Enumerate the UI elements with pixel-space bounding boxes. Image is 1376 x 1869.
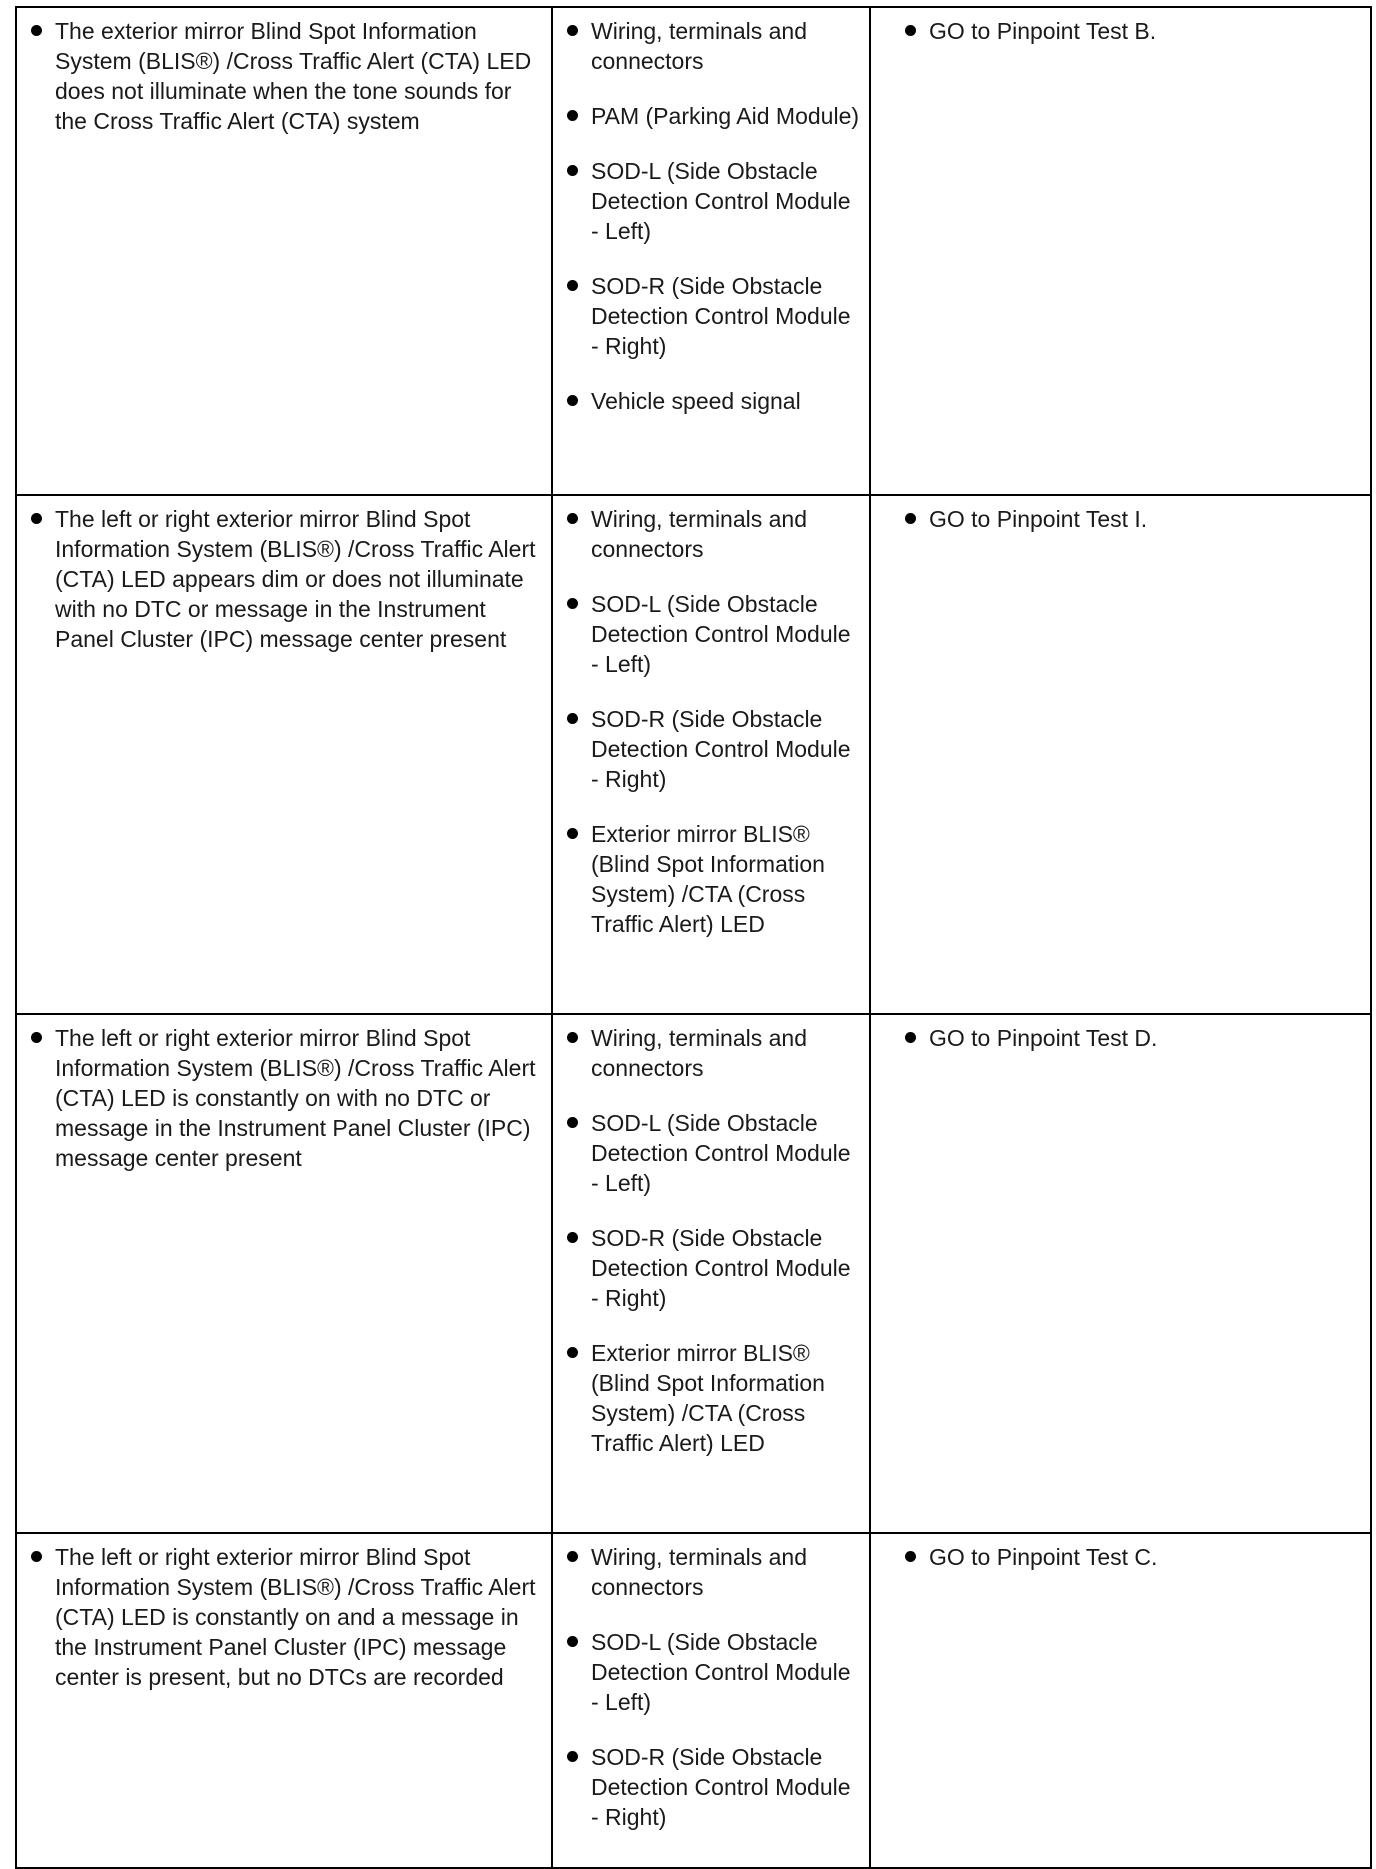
list-item <box>561 1338 861 1458</box>
cause-text: SOD-L (Side Obstacle Detection Control Module - Left) <box>591 158 851 244</box>
table-row <box>16 1014 1371 1533</box>
list-item <box>561 1023 861 1083</box>
bullet-icon <box>567 1636 578 1647</box>
action-text: GO to Pinpoint Test C. <box>929 1544 1158 1570</box>
bullet-icon <box>567 1117 578 1128</box>
cause-text: Vehicle speed signal <box>591 388 801 414</box>
cause-text: Wiring, terminals and connectors <box>591 18 808 74</box>
bullet-icon <box>567 1751 578 1762</box>
bullet-icon <box>31 1551 42 1562</box>
bullet-icon <box>567 1551 578 1562</box>
table-row <box>16 495 1371 1014</box>
condition-cell <box>16 1014 552 1533</box>
condition-cell <box>16 7 552 495</box>
bullet-icon <box>567 1347 578 1358</box>
table-row <box>16 7 1371 495</box>
possible-sources-cell <box>552 1014 870 1533</box>
bullet-icon <box>567 598 578 609</box>
list-item <box>879 1023 1362 1053</box>
bullet-icon <box>567 25 578 36</box>
cause-text: SOD-L (Side Obstacle Detection Control Module - Left) <box>591 1110 851 1196</box>
bullet-icon <box>31 1032 42 1043</box>
bullet-icon <box>905 1032 916 1043</box>
list-item <box>25 1023 543 1173</box>
cause-text: SOD-R (Side Obstacle Detection Control Module - Right) <box>591 1225 851 1311</box>
cause-text: SOD-L (Side Obstacle Detection Control Module - Left) <box>591 1629 851 1715</box>
bullet-icon <box>905 1551 916 1562</box>
cause-text: Wiring, terminals and connectors <box>591 1544 808 1600</box>
action-cell <box>870 495 1371 1014</box>
action-cell <box>870 1014 1371 1533</box>
symptom-chart-table <box>15 6 1372 1869</box>
bullet-icon <box>567 280 578 291</box>
cause-text: SOD-R (Side Obstacle Detection Control Module - Right) <box>591 273 851 359</box>
list-item <box>561 271 861 361</box>
list-item <box>879 1542 1362 1572</box>
bullet-icon <box>567 513 578 524</box>
bullet-icon <box>31 513 42 524</box>
list-item <box>561 1108 861 1198</box>
condition-text: The left or right exterior mirror Blind Spot Information System (BLIS®) /Cross Traffic Alert (CTA) LED is constantly on with no DTC or message in the Instrument Panel Cluster (IPC) message center present <box>55 1025 536 1171</box>
cause-text: PAM (Parking Aid Module) <box>591 103 860 129</box>
bullet-icon <box>905 25 916 36</box>
bullet-icon <box>567 1232 578 1243</box>
cause-text: SOD-R (Side Obstacle Detection Control Module - Right) <box>591 1744 851 1830</box>
action-text: GO to Pinpoint Test B. <box>929 18 1157 44</box>
list-item <box>561 589 861 679</box>
list-item <box>561 386 861 416</box>
bullet-icon <box>567 828 578 839</box>
bullet-icon <box>905 513 916 524</box>
list-item <box>561 1223 861 1313</box>
action-cell <box>870 1533 1371 1868</box>
cause-text: SOD-L (Side Obstacle Detection Control Module - Left) <box>591 591 851 677</box>
cause-text: Wiring, terminals and connectors <box>591 1025 808 1081</box>
list-item <box>561 101 861 131</box>
condition-text: The left or right exterior mirror Blind Spot Information System (BLIS®) /Cross Traffic Alert (CTA) LED appears dim or does not illuminate with no DTC or message in the Instrument Panel Cluster (IPC) message center present <box>55 506 536 652</box>
list-item <box>561 1627 861 1717</box>
list-item <box>561 1542 861 1602</box>
condition-cell <box>16 495 552 1014</box>
bullet-icon <box>567 165 578 176</box>
list-item <box>25 16 543 136</box>
action-cell <box>870 7 1371 495</box>
list-item <box>25 504 543 654</box>
cause-text: Exterior mirror BLIS® (Blind Spot Information System) /CTA (Cross Traffic Alert) LED <box>591 1340 825 1456</box>
list-item <box>561 819 861 939</box>
bullet-icon <box>31 25 42 36</box>
bullet-icon <box>567 395 578 406</box>
cause-text: Exterior mirror BLIS® (Blind Spot Information System) /CTA (Cross Traffic Alert) LED <box>591 821 825 937</box>
bullet-icon <box>567 1032 578 1043</box>
list-item <box>561 16 861 76</box>
condition-text: The left or right exterior mirror Blind Spot Information System (BLIS®) /Cross Traffic Alert (CTA) LED is constantly on and a message in the Instrument Panel Cluster (IPC) message center is present, but no DTCs are recorded <box>55 1544 536 1690</box>
list-item <box>561 1742 861 1832</box>
cause-text: Wiring, terminals and connectors <box>591 506 808 562</box>
list-item <box>879 504 1362 534</box>
table-row <box>16 1533 1371 1868</box>
list-item <box>561 156 861 246</box>
condition-text: The exterior mirror Blind Spot Information System (BLIS®) /Cross Traffic Alert (CTA) LED does not illuminate when the tone sounds for the Cross Traffic Alert (CTA) system <box>55 18 532 134</box>
condition-cell <box>16 1533 552 1868</box>
bullet-icon <box>567 713 578 724</box>
list-item <box>25 1542 543 1692</box>
possible-sources-cell <box>552 495 870 1014</box>
bullet-icon <box>567 110 578 121</box>
action-text: GO to Pinpoint Test D. <box>929 1025 1158 1051</box>
possible-sources-cell <box>552 7 870 495</box>
list-item <box>561 704 861 794</box>
possible-sources-cell <box>552 1533 870 1868</box>
list-item <box>879 16 1362 46</box>
action-text: GO to Pinpoint Test I. <box>929 506 1148 532</box>
list-item <box>561 504 861 564</box>
cause-text: SOD-R (Side Obstacle Detection Control Module - Right) <box>591 706 851 792</box>
